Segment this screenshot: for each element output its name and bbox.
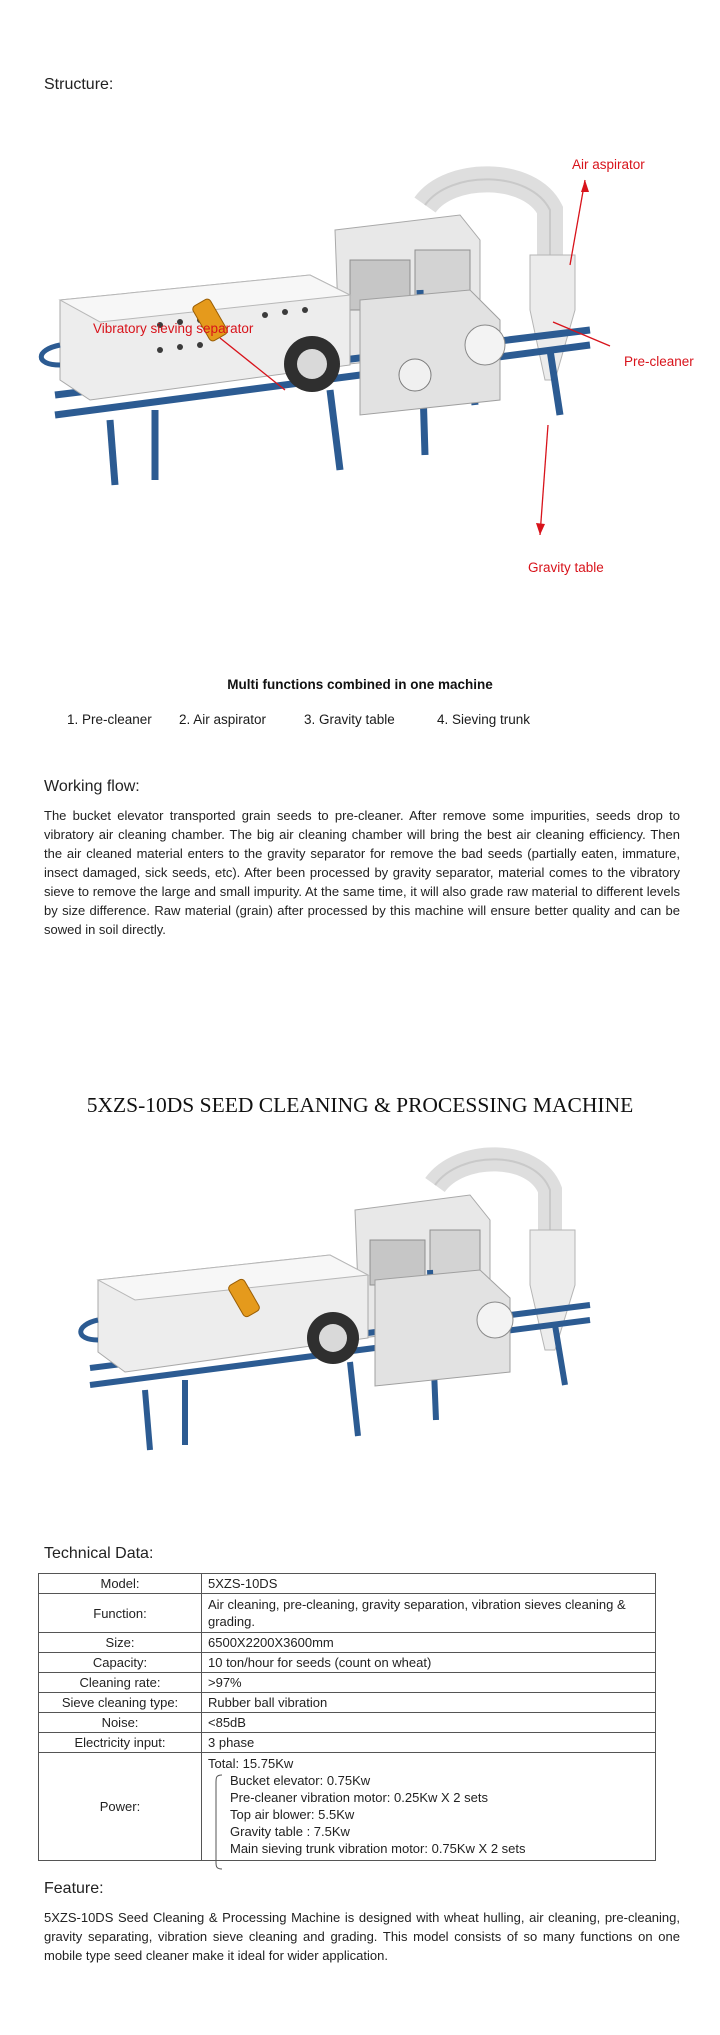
spec-key: Capacity: <box>39 1653 202 1673</box>
technical-table <box>38 1573 656 1861</box>
table-row <box>39 1574 656 1594</box>
technical-data-heading: Technical Data: <box>44 1545 154 1562</box>
spec-key: Sieve cleaning type: <box>39 1693 202 1713</box>
machine-photo <box>70 1140 630 1520</box>
feature-text: 5XZS-10DS Seed Cleaning & Processing Machine is designed with wheat hulling, air cleaning, pre-cleaning, gravity separating, vibration sieve cleaning and grading. This model consists of so many functions on one mobile type seed cleaner make it ideal for wider application. <box>44 1910 680 1963</box>
callout-air-aspirator: Air aspirator <box>572 157 645 172</box>
working-flow-text: The bucket elevator transported grain seeds to pre-cleaner. After remove some impurities, seeds drop to vibratory air cleaning chamber. The big air cleaning chamber will bring the best air cleaning efficiency. Then the air cleaned material enters to the gravity separator for remove the bad seeds (partially eaten, immature, insect damaged, sick seeds, etc). After been processed by gravity separator, material comes to the vibratory sieve to remove the large and small impurity. At the same time, it will also grade raw material to different levels by size difference. Raw material (grain) after processed by this machine will ensure better quality and can be sowed in soil directly. <box>44 808 680 937</box>
spec-key: Model: <box>39 1574 202 1594</box>
power-total: Total: 15.75Kw <box>208 1756 294 1771</box>
bracket-icon <box>212 1774 224 1870</box>
table-row-power <box>39 1753 656 1861</box>
spec-value: 3 phase <box>202 1733 656 1753</box>
callout-vibratory-sieving: Vibratory sieving separator <box>93 321 254 336</box>
structure-heading: Structure: <box>44 76 114 93</box>
callout-lines <box>0 0 720 600</box>
feature-heading: Feature: <box>44 1880 104 1897</box>
callout-gravity-table: Gravity table <box>528 560 604 575</box>
spec-key: Electricity input: <box>39 1733 202 1753</box>
spec-value: 6500X2200X3600mm <box>202 1633 656 1653</box>
table-row <box>39 1653 656 1673</box>
function-item: 1. Pre-cleaner <box>67 712 152 727</box>
spec-key: Cleaning rate: <box>39 1673 202 1693</box>
working-flow-heading: Working flow: <box>44 778 140 795</box>
spec-value: Rubber ball vibration <box>202 1693 656 1713</box>
spec-value: <85dB <box>202 1713 656 1733</box>
callout-pre-cleaner: Pre-cleaner <box>624 354 694 369</box>
table-row <box>39 1594 656 1633</box>
spec-value: 5XZS-10DS <box>202 1574 656 1594</box>
power-item: Pre-cleaner vibration motor: 0.25Kw X 2 sets <box>230 1790 488 1805</box>
table-row <box>39 1713 656 1733</box>
product-title: 5XZS-10DS SEED CLEANING & PROCESSING MACHINE <box>86 1093 634 1117</box>
spec-key: Size: <box>39 1633 202 1653</box>
table-row <box>39 1693 656 1713</box>
spec-key: Function: <box>39 1594 202 1633</box>
power-item: Gravity table : 7.5Kw <box>230 1824 350 1839</box>
multi-functions-title: Multi functions combined in one machine <box>227 677 493 692</box>
spec-value: Air cleaning, pre-cleaning, gravity separation, vibration sieves cleaning & grading. <box>202 1594 656 1633</box>
spec-key: Power: <box>39 1753 202 1861</box>
function-item: 3. Gravity table <box>304 712 395 727</box>
power-item: Main sieving trunk vibration motor: 0.75Kw X 2 sets <box>230 1841 526 1856</box>
function-item: 4. Sieving trunk <box>437 712 531 727</box>
power-item: Top air blower: 5.5Kw <box>230 1807 355 1822</box>
table-row <box>39 1673 656 1693</box>
table-row <box>39 1633 656 1653</box>
power-value-cell <box>202 1753 656 1861</box>
table-row <box>39 1733 656 1753</box>
spec-value: >97% <box>202 1673 656 1693</box>
spec-key: Noise: <box>39 1713 202 1733</box>
power-item: Bucket elevator: 0.75Kw <box>230 1773 371 1788</box>
function-item: 2. Air aspirator <box>179 712 267 727</box>
spec-value: 10 ton/hour for seeds (count on wheat) <box>202 1653 656 1673</box>
power-breakdown <box>208 1772 649 1857</box>
